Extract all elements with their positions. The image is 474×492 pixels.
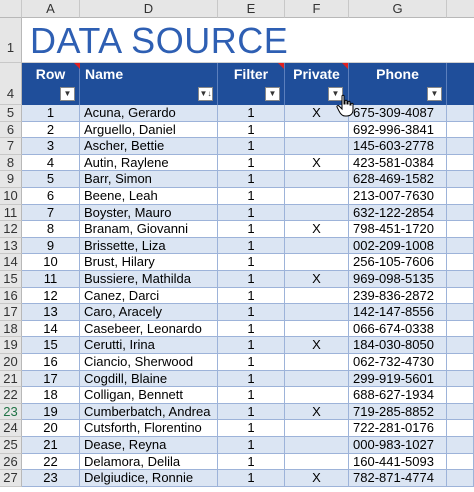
row-header[interactable]: 15 <box>0 271 22 288</box>
cell-private[interactable] <box>285 288 349 305</box>
row-header[interactable]: 19 <box>0 337 22 354</box>
cell-private[interactable] <box>285 354 349 371</box>
cell-phone[interactable]: 145-603-2778 <box>349 138 447 155</box>
cell-filter[interactable]: 1 <box>218 188 285 205</box>
cell-blank[interactable] <box>447 304 474 321</box>
filter-dropdown-icon[interactable]: ▼ <box>328 87 343 101</box>
cell-row[interactable]: 15 <box>22 337 80 354</box>
cell-row[interactable]: 1 <box>22 105 80 122</box>
cell-filter[interactable]: 1 <box>218 404 285 421</box>
cell-name[interactable]: Canez, Darci <box>80 288 218 305</box>
header-phone[interactable] <box>349 63 447 105</box>
cell-row[interactable]: 8 <box>22 221 80 238</box>
cell-filter[interactable]: 1 <box>218 454 285 471</box>
cell-private[interactable] <box>285 387 349 404</box>
cell-row[interactable]: 20 <box>22 420 80 437</box>
cell-phone[interactable]: 256-105-7606 <box>349 254 447 271</box>
cell-blank[interactable] <box>447 254 474 271</box>
cell-private[interactable] <box>285 138 349 155</box>
cell-filter[interactable]: 1 <box>218 371 285 388</box>
cell-filter[interactable]: 1 <box>218 254 285 271</box>
row-header[interactable]: 10 <box>0 188 22 205</box>
cell-name[interactable]: Beene, Leah <box>80 188 218 205</box>
cell-private[interactable] <box>285 171 349 188</box>
cell-row[interactable]: 4 <box>22 155 80 172</box>
cell-row[interactable]: 10 <box>22 254 80 271</box>
cell-blank[interactable] <box>447 138 474 155</box>
cell-blank[interactable] <box>447 288 474 305</box>
cell-filter[interactable]: 1 <box>218 205 285 222</box>
cell-filter[interactable]: 1 <box>218 470 285 487</box>
row-header[interactable]: 8 <box>0 155 22 172</box>
cell-row[interactable]: 19 <box>22 404 80 421</box>
row-header[interactable]: 14 <box>0 254 22 271</box>
cell-private[interactable] <box>285 122 349 139</box>
cell-phone[interactable]: 798-451-1720 <box>349 221 447 238</box>
cell-name[interactable]: Ciancio, Sherwood <box>80 354 218 371</box>
cell-name[interactable]: Cerutti, Irina <box>80 337 218 354</box>
cell-row[interactable]: 23 <box>22 470 80 487</box>
cell-phone[interactable]: 160-441-5093 <box>349 454 447 471</box>
cell-blank[interactable] <box>447 470 474 487</box>
title-cell[interactable] <box>22 18 474 63</box>
cell-name[interactable]: Cutsforth, Florentino <box>80 420 218 437</box>
row-header[interactable]: 22 <box>0 387 22 404</box>
cell-private[interactable]: X <box>285 271 349 288</box>
row-header[interactable]: 24 <box>0 420 22 437</box>
cell-blank[interactable] <box>447 371 474 388</box>
cell-row[interactable]: 21 <box>22 437 80 454</box>
column-header-e[interactable]: E <box>218 0 285 18</box>
cell-name[interactable]: Cumberbatch, Andrea <box>80 404 218 421</box>
cell-blank[interactable] <box>447 404 474 421</box>
cell-blank[interactable] <box>447 354 474 371</box>
filter-dropdown-icon[interactable]: ▼ <box>60 87 75 101</box>
row-header[interactable]: 20 <box>0 354 22 371</box>
header-label: Name <box>85 66 124 82</box>
column-header-f[interactable]: F <box>285 0 349 18</box>
cell-private[interactable] <box>285 437 349 454</box>
column-header-blank <box>447 0 474 18</box>
cell-blank[interactable] <box>447 155 474 172</box>
cell-private[interactable] <box>285 254 349 271</box>
sort-ascending-filter-icon[interactable]: ▼↓ <box>198 87 213 101</box>
cell-blank[interactable] <box>447 122 474 139</box>
header-label: Phone <box>376 66 419 82</box>
row-header[interactable]: 6 <box>0 122 22 139</box>
cell-name[interactable]: Cogdill, Blaine <box>80 371 218 388</box>
cell-filter[interactable]: 1 <box>218 271 285 288</box>
cell-row[interactable]: 9 <box>22 238 80 255</box>
cell-blank[interactable] <box>447 171 474 188</box>
header-filter[interactable] <box>218 63 285 105</box>
cell-row[interactable]: 2 <box>22 122 80 139</box>
cell-filter[interactable]: 1 <box>218 122 285 139</box>
cell-name[interactable]: Brissette, Liza <box>80 238 218 255</box>
cell-row[interactable]: 11 <box>22 271 80 288</box>
cell-name[interactable]: Arguello, Daniel <box>80 122 218 139</box>
cell-row[interactable]: 13 <box>22 304 80 321</box>
cell-name[interactable]: Branam, Giovanni <box>80 221 218 238</box>
row-header[interactable]: 26 <box>0 454 22 471</box>
cell-private[interactable] <box>285 371 349 388</box>
cell-blank[interactable] <box>447 188 474 205</box>
page-title: DATA SOURCE <box>30 20 289 61</box>
cell-filter[interactable]: 1 <box>218 304 285 321</box>
header-blank <box>447 63 474 105</box>
header-row[interactable] <box>22 63 80 105</box>
cell-blank[interactable] <box>447 205 474 222</box>
cell-row[interactable]: 3 <box>22 138 80 155</box>
cell-phone[interactable]: 719-285-8852 <box>349 404 447 421</box>
cell-private[interactable]: X <box>285 404 349 421</box>
filter-dropdown-icon[interactable]: ▼ <box>265 87 280 101</box>
cell-blank[interactable] <box>447 337 474 354</box>
cell-name[interactable]: Acuna, Gerardo <box>80 105 218 122</box>
cell-private[interactable] <box>285 420 349 437</box>
filter-dropdown-icon[interactable]: ▼ <box>427 87 442 101</box>
row-header[interactable]: 23 <box>0 404 22 421</box>
cell-private[interactable]: X <box>285 337 349 354</box>
row-header[interactable]: 4 <box>0 63 22 105</box>
cell-name[interactable]: Bussiere, Mathilda <box>80 271 218 288</box>
cell-phone[interactable]: 423-581-0384 <box>349 155 447 172</box>
cell-blank[interactable] <box>447 221 474 238</box>
cell-phone[interactable]: 062-732-4730 <box>349 354 447 371</box>
cell-filter[interactable]: 1 <box>218 288 285 305</box>
cell-phone[interactable]: 969-098-5135 <box>349 271 447 288</box>
cell-row[interactable]: 7 <box>22 205 80 222</box>
cell-row[interactable]: 16 <box>22 354 80 371</box>
row-header[interactable]: 27 <box>0 470 22 487</box>
cell-phone[interactable]: 000-983-1027 <box>349 437 447 454</box>
hand-pointer-icon <box>336 94 354 118</box>
cell-row[interactable]: 22 <box>22 454 80 471</box>
cell-blank[interactable] <box>447 437 474 454</box>
cell-row[interactable]: 12 <box>22 288 80 305</box>
cell-filter[interactable]: 1 <box>218 387 285 404</box>
cell-name[interactable]: Brust, Hilary <box>80 254 218 271</box>
cell-phone[interactable]: 142-147-8556 <box>349 304 447 321</box>
row-header[interactable]: 17 <box>0 304 22 321</box>
header-label: Private <box>293 66 340 82</box>
cell-filter[interactable]: 1 <box>218 354 285 371</box>
cell-private[interactable]: X <box>285 221 349 238</box>
cell-blank[interactable] <box>447 271 474 288</box>
cell-private[interactable]: X <box>285 105 349 122</box>
row-header[interactable]: 21 <box>0 371 22 388</box>
cell-filter[interactable]: 1 <box>218 337 285 354</box>
cell-private[interactable]: X <box>285 470 349 487</box>
cell-phone[interactable]: 722-281-0176 <box>349 420 447 437</box>
cell-private[interactable]: X <box>285 155 349 172</box>
row-header[interactable]: 16 <box>0 288 22 305</box>
row-header[interactable]: 5 <box>0 105 22 122</box>
select-all-corner[interactable] <box>0 0 22 18</box>
cell-phone[interactable]: 213-007-7630 <box>349 188 447 205</box>
cell-phone[interactable]: 299-919-5601 <box>349 371 447 388</box>
cell-blank[interactable] <box>447 321 474 338</box>
cell-private[interactable] <box>285 454 349 471</box>
cell-row[interactable]: 5 <box>22 171 80 188</box>
cell-phone[interactable]: 632-122-2854 <box>349 205 447 222</box>
cell-name[interactable]: Boyster, Mauro <box>80 205 218 222</box>
cell-phone[interactable]: 675-309-4087 <box>349 105 447 122</box>
row-header[interactable]: 25 <box>0 437 22 454</box>
cell-filter[interactable]: 1 <box>218 171 285 188</box>
cell-name[interactable]: Delgiudice, Ronnie <box>80 470 218 487</box>
cell-private[interactable] <box>285 238 349 255</box>
row-header[interactable]: 11 <box>0 205 22 222</box>
cell-blank[interactable] <box>447 238 474 255</box>
column-header-g[interactable]: G <box>349 0 447 18</box>
row-header[interactable]: 9 <box>0 171 22 188</box>
cell-private[interactable] <box>285 304 349 321</box>
cell-phone[interactable]: 239-836-2872 <box>349 288 447 305</box>
cell-blank[interactable] <box>447 454 474 471</box>
cell-filter[interactable]: 1 <box>218 420 285 437</box>
cell-name[interactable]: Casebeer, Leonardo <box>80 321 218 338</box>
cell-filter[interactable]: 1 <box>218 105 285 122</box>
cell-blank[interactable] <box>447 387 474 404</box>
row-header[interactable]: 13 <box>0 238 22 255</box>
column-header-a[interactable]: A <box>22 0 80 18</box>
cell-name[interactable]: Barr, Simon <box>80 171 218 188</box>
row-header[interactable]: 7 <box>0 138 22 155</box>
cell-name[interactable]: Delamora, Delila <box>80 454 218 471</box>
cell-filter[interactable]: 1 <box>218 138 285 155</box>
cell-row[interactable]: 14 <box>22 321 80 338</box>
cell-phone[interactable]: 628-469-1582 <box>349 171 447 188</box>
row-header[interactable]: 18 <box>0 321 22 338</box>
cell-filter[interactable]: 1 <box>218 321 285 338</box>
cell-phone[interactable]: 782-871-4774 <box>349 470 447 487</box>
cell-filter[interactable]: 1 <box>218 437 285 454</box>
cell-phone[interactable]: 688-627-1934 <box>349 387 447 404</box>
cell-private[interactable] <box>285 205 349 222</box>
cell-phone[interactable]: 184-030-8050 <box>349 337 447 354</box>
cell-blank[interactable] <box>447 105 474 122</box>
row-header[interactable]: 12 <box>0 221 22 238</box>
cell-private[interactable] <box>285 188 349 205</box>
cell-blank[interactable] <box>447 420 474 437</box>
cell-name[interactable]: Caro, Aracely <box>80 304 218 321</box>
row-header[interactable]: 1 <box>0 18 22 63</box>
cell-phone[interactable]: 002-209-1008 <box>349 238 447 255</box>
cell-row[interactable]: 6 <box>22 188 80 205</box>
cell-phone[interactable]: 066-674-0338 <box>349 321 447 338</box>
column-header-d[interactable]: D <box>80 0 218 18</box>
cell-name[interactable]: Dease, Reyna <box>80 437 218 454</box>
cell-phone[interactable]: 692-996-3841 <box>349 122 447 139</box>
header-name[interactable] <box>80 63 218 105</box>
cell-row[interactable]: 17 <box>22 371 80 388</box>
cell-row[interactable]: 18 <box>22 387 80 404</box>
header-label: Filter <box>233 66 269 82</box>
cell-name[interactable]: Ascher, Bettie <box>80 138 218 155</box>
cell-filter[interactable]: 1 <box>218 221 285 238</box>
cell-name[interactable]: Autin, Raylene <box>80 155 218 172</box>
cell-filter[interactable]: 1 <box>218 155 285 172</box>
cell-filter[interactable]: 1 <box>218 238 285 255</box>
header-label: Row <box>35 66 66 82</box>
cell-name[interactable]: Colligan, Bennett <box>80 387 218 404</box>
cell-private[interactable] <box>285 321 349 338</box>
